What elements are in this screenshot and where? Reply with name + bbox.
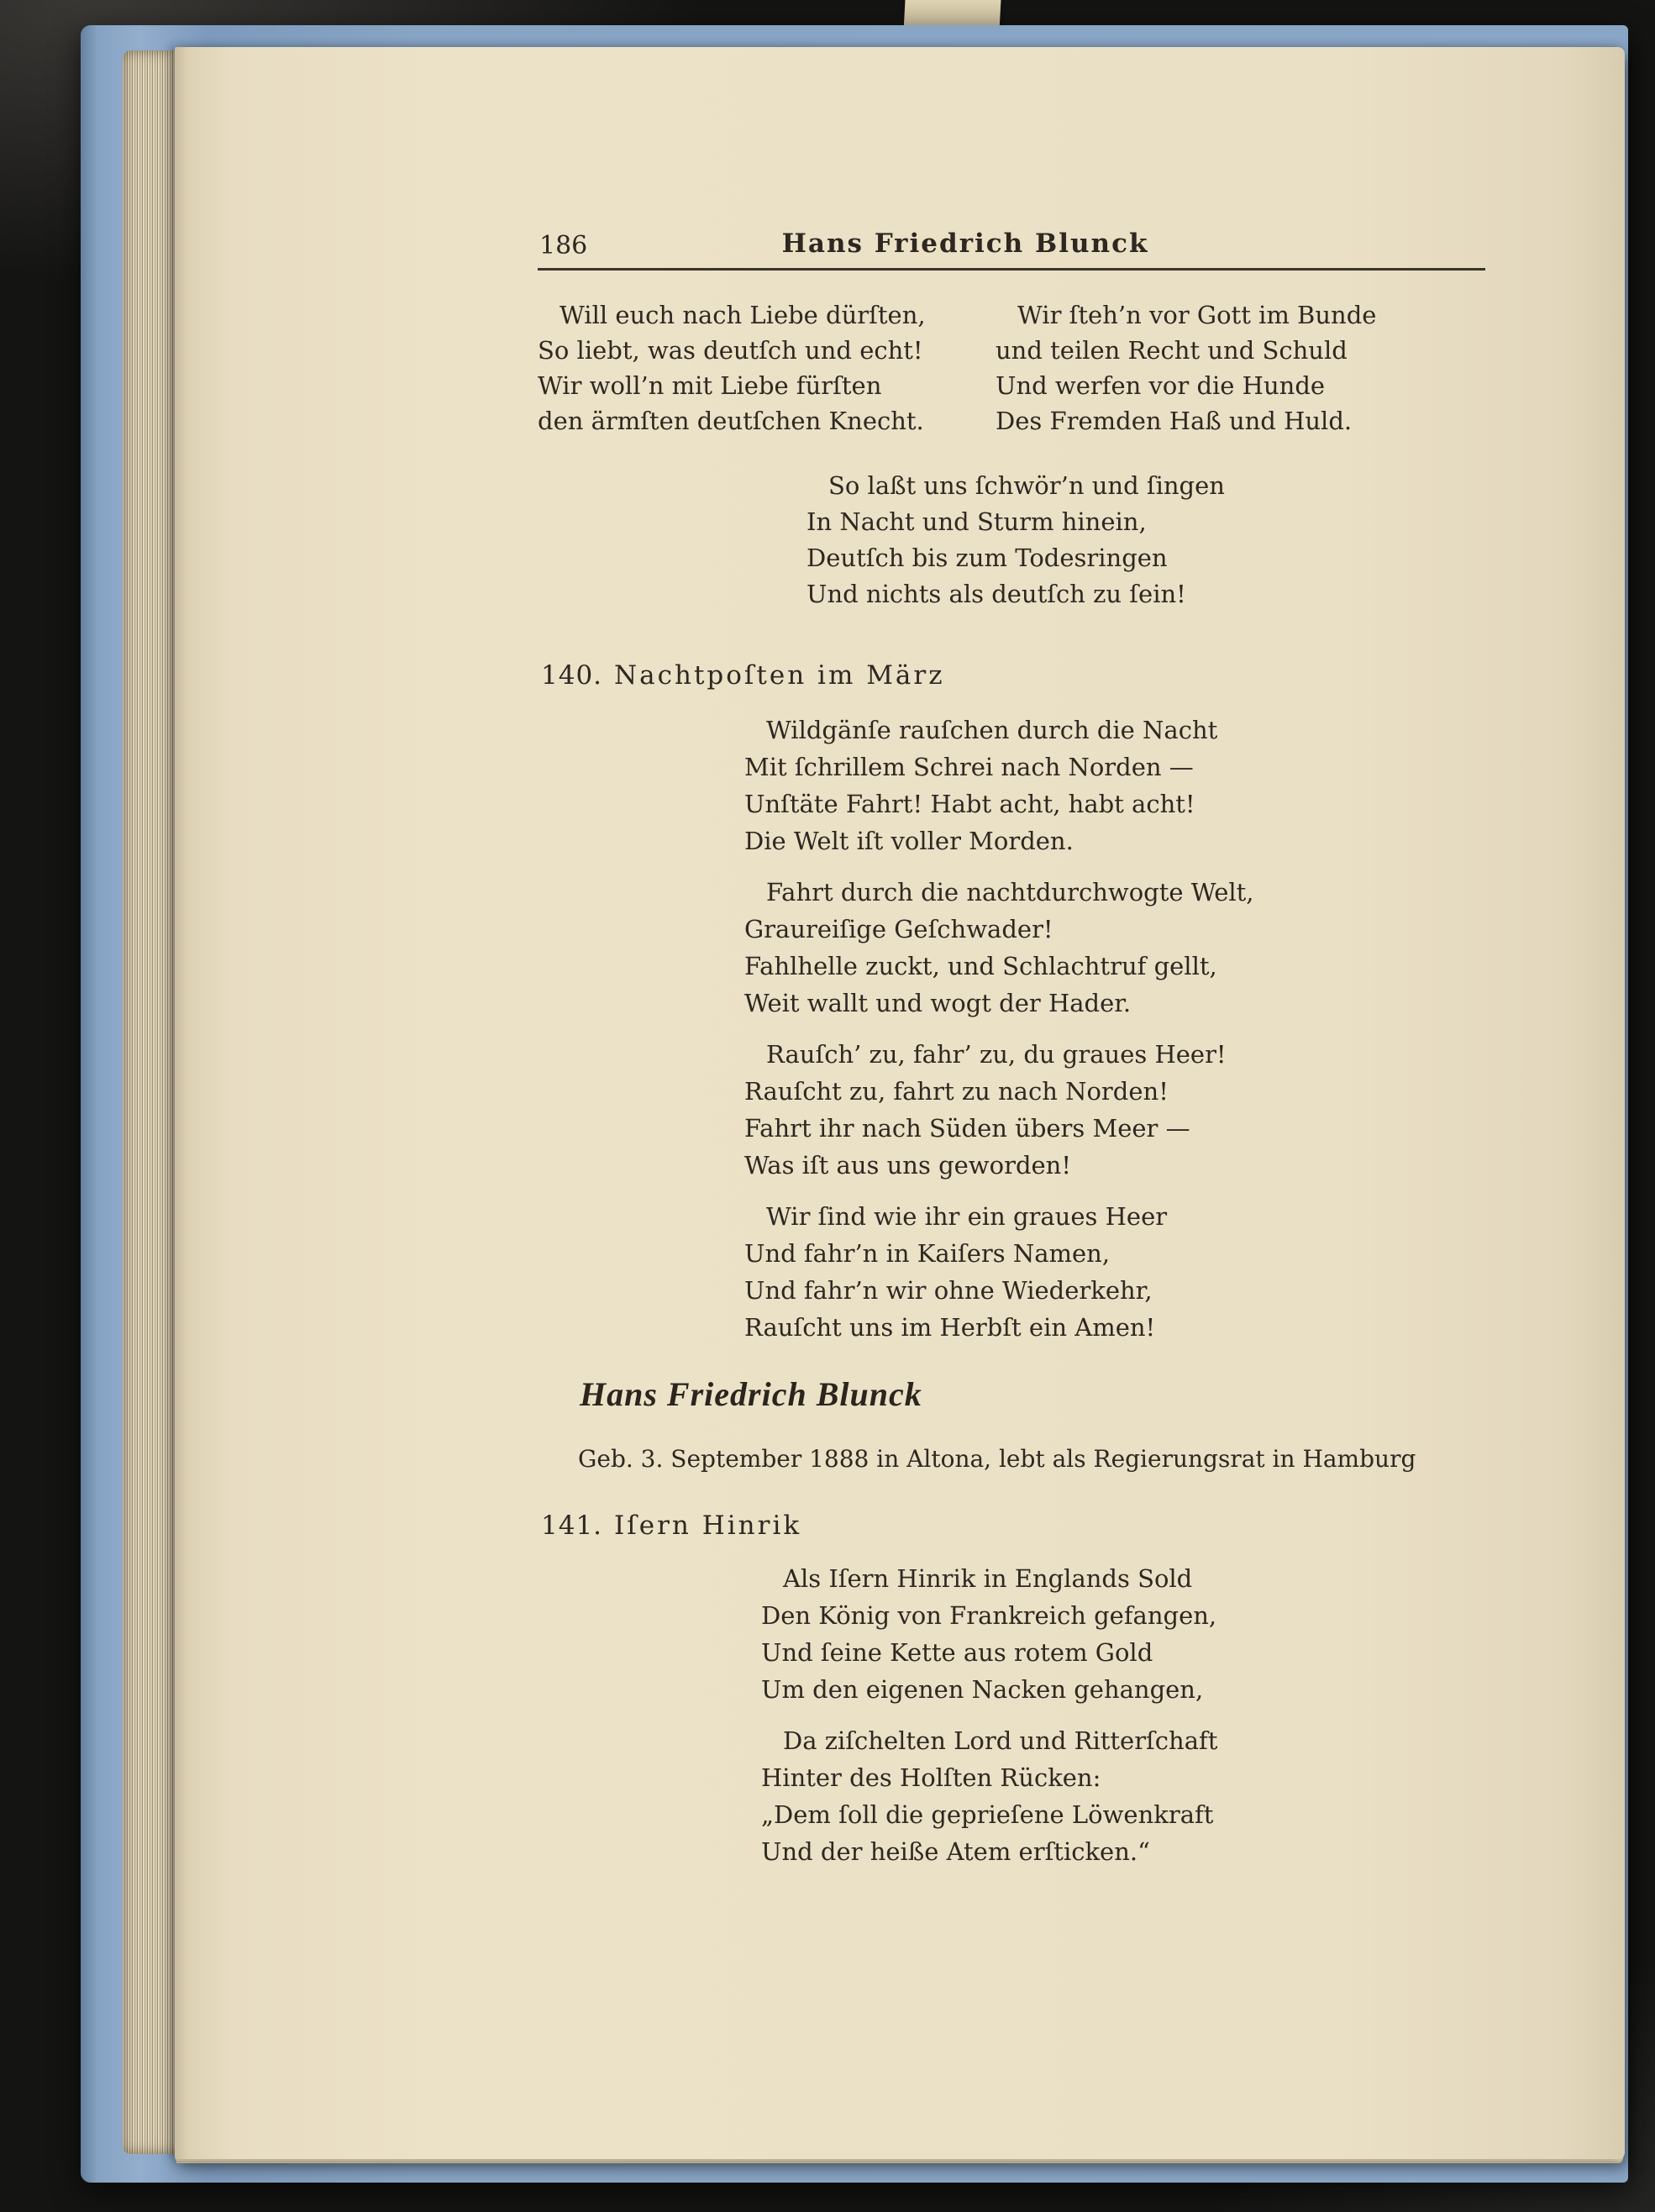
poem-line: So laßt uns ſchwör’n und ſingen (828, 471, 1225, 500)
poem-line: Wir ſind wie ihr ein graues Heer (766, 1202, 1168, 1231)
poem-line: Will euch nach Liebe dürſten, (560, 301, 926, 329)
poem-line: In Nacht und Sturm hinein, (806, 507, 1147, 536)
poem-141 (761, 1560, 1217, 1884)
stanza (744, 1036, 1254, 1184)
poem-line: Und werfen vor die Hunde (996, 371, 1326, 400)
poem-line: Des Fremden Haß und Huld. (996, 407, 1353, 435)
poem-140 (744, 712, 1254, 1360)
header-rule (538, 268, 1485, 271)
poem-line: Rauſch’ zu, fahr’ zu, du graues Heer! (766, 1040, 1227, 1069)
poem-141-number: 141. (541, 1511, 603, 1541)
intro-stanza-closing (806, 468, 1225, 612)
poem-line: und teilen Recht und Schuld (996, 336, 1348, 365)
poem-line: Fahrt durch die nachtdurchwogte Welt, (766, 878, 1254, 906)
poem-140-title: Nachtpoſten im März (614, 660, 945, 691)
poem-140-number: 140. (541, 660, 603, 691)
poem-line: Weit wallt und wogt der Hader. (744, 989, 1132, 1017)
poem-line: Und fahr’n in Kaiſers Namen, (744, 1239, 1111, 1268)
poem-line: „Dem ſoll die geprieſene Löwenkraft (761, 1800, 1214, 1829)
poem-line: Und nichts als deutſch zu ſein! (806, 580, 1186, 608)
poem-line: Rauſcht uns im Herbſt ein Amen! (744, 1313, 1156, 1342)
stanza (761, 1722, 1217, 1870)
page-number: 186 (539, 231, 588, 260)
poem-line: Rauſcht zu, fahrt zu nach Norden! (744, 1077, 1169, 1106)
author-bio: Geb. 3. September 1888 in Altona, lebt als Regierungsrat in Hamburg (578, 1445, 1416, 1473)
poem-141-title: Iſern Hinrik (614, 1511, 802, 1541)
poem-line: Wir ſteh’n vor Gott im Bunde (1017, 301, 1377, 329)
poem-141-heading (541, 1511, 801, 1541)
poem-line: Und ſeine Kette aus rotem Gold (761, 1638, 1153, 1667)
poem-line: Um den eigenen Nacken gehangen, (761, 1675, 1204, 1704)
poem-line: Den König von Frankreich gefangen, (761, 1601, 1217, 1630)
author-name: Hans Friedrich Blunck (580, 1375, 922, 1413)
intro-stanza-left (538, 297, 926, 439)
poem-line: Wir woll’n mit Liebe fürſten (538, 371, 882, 400)
page-header (538, 227, 1485, 265)
running-header: Hans Friedrich Blunck (781, 229, 1149, 259)
poem-line: Und fahr’n wir ohne Wiederkehr, (744, 1276, 1153, 1305)
poem-line: Mit ſchrillem Schrei nach Norden — (744, 753, 1194, 781)
stanza (744, 1198, 1254, 1346)
poem-line: Graureiſige Geſchwader! (744, 915, 1053, 943)
poem-line: Was iſt aus uns geworden! (744, 1151, 1072, 1180)
stanza (744, 874, 1254, 1022)
poem-140-heading (541, 660, 945, 691)
intro-stanza-right (996, 297, 1376, 439)
book-page (175, 47, 1625, 2159)
poem-line: Die Welt iſt voller Morden. (744, 827, 1074, 855)
poem-line: Fahlhelle zuckt, und Schlachtruf gellt, (744, 952, 1217, 980)
poem-line: Fahrt ihr nach Süden übers Meer — (744, 1114, 1190, 1143)
stanza (761, 1560, 1217, 1708)
poem-line: Deutſch bis zum Todesringen (806, 544, 1168, 572)
poem-line: Und der heiße Atem erſticken.“ (761, 1837, 1150, 1866)
poem-line: Als Iſern Hinrik in Englands Sold (783, 1564, 1193, 1593)
poem-line: Hinter des Holſten Rücken: (761, 1763, 1101, 1792)
poem-line: Wildgänſe rauſchen durch die Nacht (766, 716, 1218, 744)
poem-line: den ärmſten deutſchen Knecht. (538, 407, 924, 435)
poem-line: Da ziſchelten Lord und Ritterſchaft (783, 1726, 1218, 1755)
poem-line: So liebt, was deutſch und echt! (538, 336, 923, 365)
poem-line: Unſtäte Fahrt! Habt acht, habt acht! (744, 790, 1195, 818)
stanza (744, 712, 1254, 859)
